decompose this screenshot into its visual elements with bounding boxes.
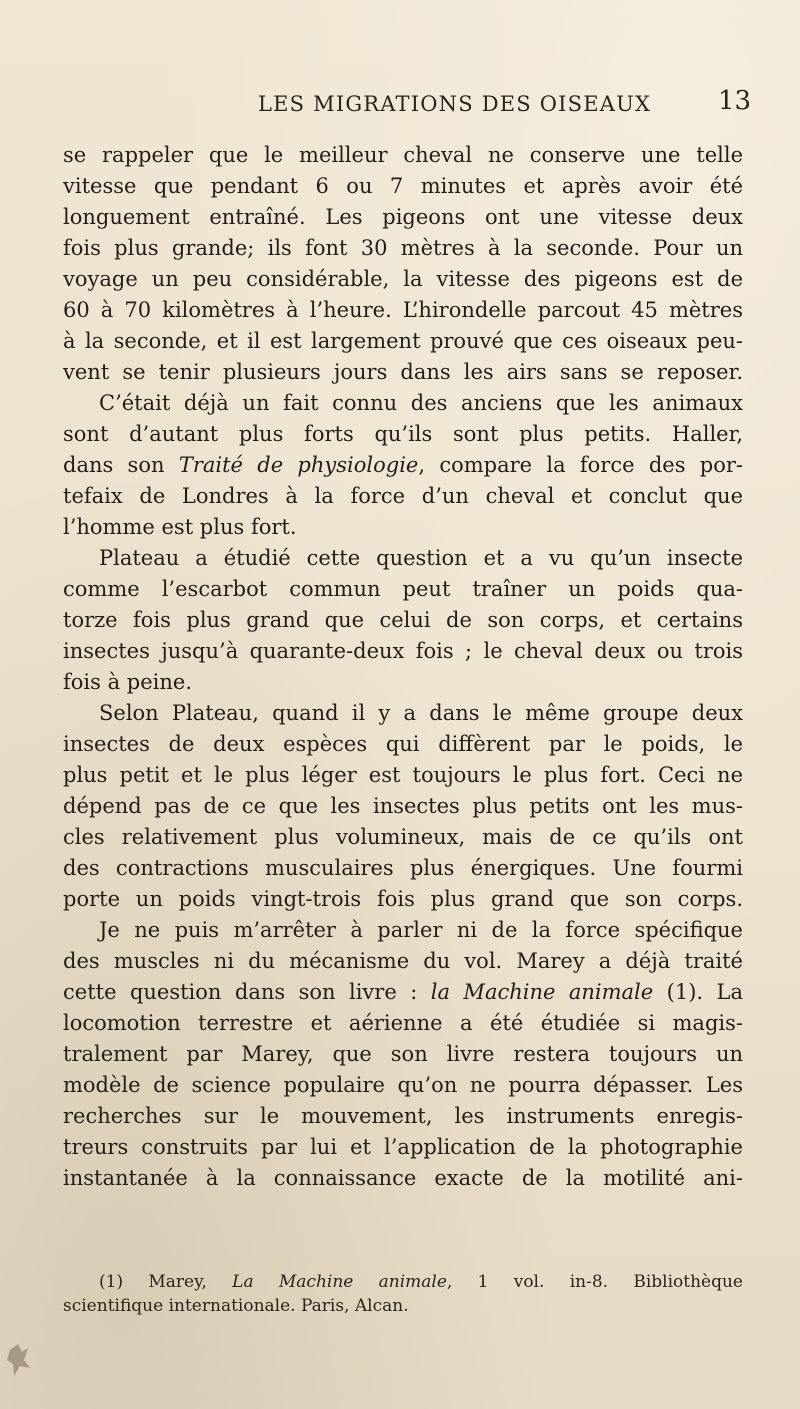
text-line: C’était déjà un fait connu des anciens que les animaux (99, 391, 743, 415)
text-line: insectes jusqu’à quarante-deux fois ; le cheval deux ou trois (63, 639, 743, 663)
text-run: dans son (63, 453, 179, 477)
text-line: vent se tenir plusieurs jours dans les airs sans se reposer. (63, 360, 743, 384)
text-line: fois à peine. (63, 670, 192, 694)
text-line: porte un poids vingt-trois fois plus grand que son corps. (63, 887, 743, 911)
text-line: Je ne puis m’arrêter à parler ni de la force spécifique (99, 918, 743, 942)
footnote-line (63, 1270, 743, 1294)
page-number: 13 (718, 86, 752, 116)
text-line: voyage un peu considérable, la vitesse des pigeons est de (63, 267, 743, 291)
text-run: (1). La (653, 980, 743, 1004)
text-line: à la seconde, et il est largement prouvé que ces oiseaux peu- (63, 329, 743, 353)
text-line: dépend pas de ce que les insectes plus petits ont les mus- (63, 794, 743, 818)
book-title: Traité de physiologie (178, 453, 419, 477)
text-line: modèle de science populaire qu’on ne pourra dépasser. Les (63, 1073, 743, 1097)
text-line-with-title (63, 977, 743, 1008)
text-run: cette question dans son livre : (63, 980, 431, 1004)
footnote-book-title: La Machine animale (232, 1272, 447, 1292)
text-line: Selon Plateau, quand il y a dans le même groupe deux (99, 701, 743, 725)
text-run: , compare la force des por- (418, 453, 743, 477)
text-line: torze fois plus grand que celui de son corps, et certains (63, 608, 743, 632)
text-line: 60 à 70 kilomètres à l’heure. L’hirondelle parcout 45 mètres (63, 298, 743, 322)
text-line: cles relativement plus volumineux, mais de ce qu’ils ont (63, 825, 743, 849)
ink-stain (4, 1330, 40, 1390)
text-line-with-title (63, 450, 743, 481)
text-line: tefaix de Londres à la force d’un cheval et conclut que (63, 484, 743, 508)
text-line: instantanée à la connaissance exacte de la motilité ani- (63, 1166, 743, 1190)
footnote-line: scientifique internationale. Paris, Alcan. (63, 1296, 409, 1316)
body-text (63, 140, 743, 1194)
footnote (63, 1270, 743, 1318)
text-line: sont d’autant plus forts qu’ils sont plus petits. Haller, (63, 422, 743, 446)
text-line: longuement entraîné. Les pigeons ont une vitesse deux (63, 205, 743, 229)
text-line: recherches sur le mouvement, les instruments enregis- (63, 1104, 743, 1128)
text-line: treurs construits par lui et l’application de la photographie (63, 1135, 743, 1159)
text-line: tralement par Marey, que son livre restera toujours un (63, 1042, 743, 1066)
text-run: , 1 vol. in-8. Bibliothèque (446, 1272, 743, 1292)
text-line: insectes de deux espèces qui diffèrent par le poids, le (63, 732, 743, 756)
text-line: fois plus grande; ils font 30 mètres à la seconde. Pour un (63, 236, 743, 260)
text-line: locomotion terrestre et aérienne a été étudiée si magis- (63, 1011, 743, 1035)
text-line: l’homme est plus fort. (63, 515, 297, 539)
text-line: des muscles ni du mécanisme du vol. Marey a déjà traité (63, 949, 743, 973)
running-title: LES MIGRATIONS DES OISEAUX (258, 92, 652, 116)
text-line: plus petit et le plus léger est toujours le plus fort. Ceci ne (63, 763, 743, 787)
text-line: vitesse que pendant 6 ou 7 minutes et après avoir été (63, 174, 743, 198)
text-line: se rappeler que le meilleur cheval ne conserve une telle (63, 143, 743, 167)
footnote-marker-text: (1) Marey, (99, 1272, 233, 1292)
text-line: des contractions musculaires plus énergiques. Une fourmi (63, 856, 743, 880)
book-title: la Machine animale (430, 980, 654, 1004)
text-line: Plateau a étudié cette question et a vu qu’un insecte (99, 546, 743, 570)
text-line: comme l’escarbot commun peut traîner un poids qua- (63, 577, 743, 601)
running-head (0, 86, 800, 126)
